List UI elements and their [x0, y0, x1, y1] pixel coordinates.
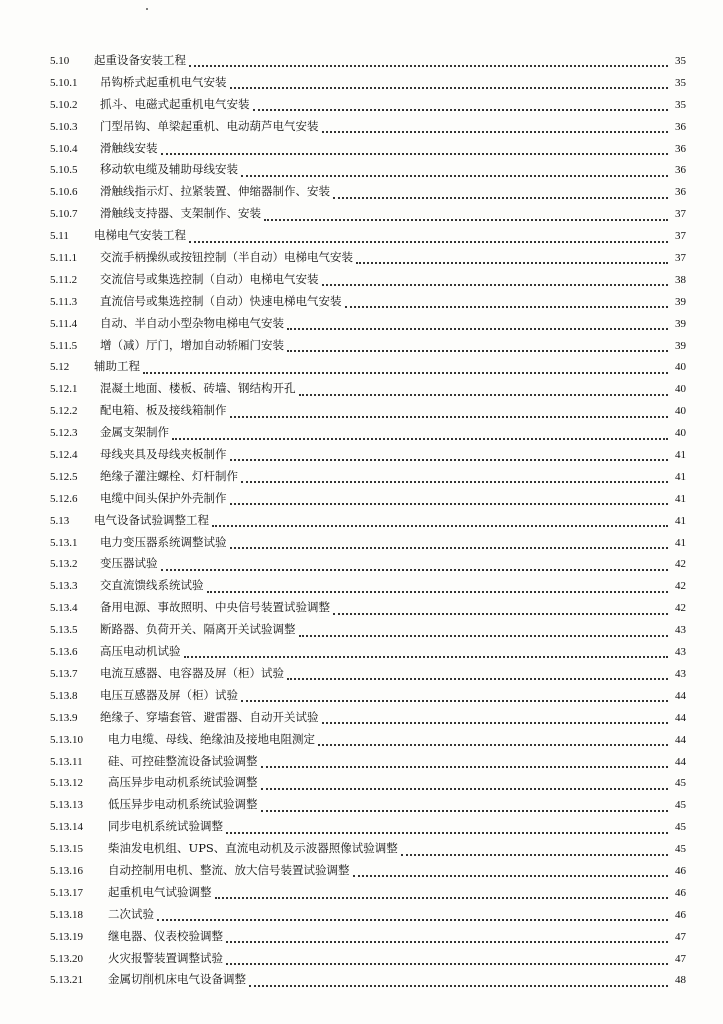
- toc-entry-number: 5.10.3: [50, 120, 78, 133]
- toc-entry-page: 36: [675, 142, 686, 155]
- dot-leader: [241, 699, 668, 702]
- toc-entry: [50, 96, 686, 118]
- dot-leader: [333, 196, 668, 199]
- toc-entry-title: 交流信号或集选控制（自动）电梯电气安装: [100, 271, 319, 286]
- toc-entry-number: 5.13.3: [50, 580, 78, 593]
- toc-entry-title: 柴油发电机组、UPS、直流电动机及示波器照像试验调整: [108, 841, 398, 856]
- dot-leader: [230, 546, 669, 549]
- toc-entry-number: 5.13.9: [50, 711, 78, 724]
- dot-leader: [287, 677, 668, 680]
- toc-entry: [50, 337, 686, 359]
- toc-entry-number: 5.13.21: [50, 974, 83, 987]
- dot-leader: [230, 458, 669, 461]
- toc-entry: [50, 687, 686, 709]
- toc-entry-title: 金属切削机床电气设备调整: [108, 972, 246, 987]
- dot-leader: [230, 415, 669, 418]
- toc-entry: [50, 380, 686, 402]
- dot-leader: [157, 918, 668, 921]
- toc-entry-number: 5.13.8: [50, 689, 78, 702]
- toc-entry-number: 5.13.14: [50, 821, 83, 834]
- toc-entry: [50, 358, 686, 380]
- toc-entry-number: 5.12.5: [50, 470, 78, 483]
- toc-entry: [50, 140, 686, 162]
- toc-entry-number: 5.13.5: [50, 624, 78, 637]
- toc-entry: [50, 424, 686, 446]
- toc-entry-page: 41: [675, 492, 686, 505]
- dot-leader: [322, 130, 669, 133]
- toc-entry-title: 继电器、仪表校验调整: [108, 928, 223, 943]
- toc-entry: [50, 818, 686, 840]
- toc-entry: [50, 249, 686, 271]
- toc-entry-number: 5.12.3: [50, 427, 78, 440]
- toc-entry-title: 二次试验: [108, 906, 154, 921]
- toc-entry-number: 5.13.20: [50, 952, 83, 965]
- dot-leader: [184, 655, 669, 658]
- toc-entry: [50, 971, 686, 993]
- toc-entry: [50, 774, 686, 796]
- toc-entry-title: 电梯电气安装工程: [94, 228, 186, 243]
- toc-entry-page: 42: [675, 558, 686, 571]
- toc-entry-title: 备用电源、事故照明、中央信号装置试验调整: [100, 600, 330, 615]
- toc-entry-title: 低压异步电动机系统试验调整: [108, 797, 258, 812]
- toc-entry-page: 40: [675, 427, 686, 440]
- dot-leader: [333, 612, 668, 615]
- toc-entry-title: 绝缘子灌注螺栓、灯杆制作: [100, 468, 238, 483]
- dot-leader: [207, 590, 669, 593]
- toc-entry: [50, 643, 686, 665]
- toc-entry-title: 门型吊钩、单梁起重机、电动葫芦电气安装: [100, 118, 319, 133]
- toc-entry-number: 5.13.13: [50, 799, 83, 812]
- scan-speck: [146, 8, 148, 10]
- toc-entry: [50, 621, 686, 643]
- toc-entry: [50, 709, 686, 731]
- toc-entry-title: 硅、可控硅整流设备试验调整: [108, 753, 258, 768]
- toc-entry: [50, 906, 686, 928]
- toc-entry-page: 37: [675, 252, 686, 265]
- toc-entry: [50, 840, 686, 862]
- dot-leader: [230, 86, 669, 89]
- toc-entry: [50, 731, 686, 753]
- toc-entry: [50, 227, 686, 249]
- toc-entry-number: 5.12: [50, 361, 70, 374]
- toc-entry: [50, 52, 686, 74]
- dot-leader: [261, 809, 669, 812]
- toc-entry-page: 46: [675, 908, 686, 921]
- dot-leader: [161, 152, 669, 155]
- toc-entry: [50, 161, 686, 183]
- toc-entry-page: 35: [675, 98, 686, 111]
- dot-leader: [143, 371, 668, 374]
- dot-leader: [264, 218, 668, 221]
- toc-entry-page: 43: [675, 624, 686, 637]
- toc-entry-page: 39: [675, 317, 686, 330]
- toc-entry-title: 火灾报警装置调整试验: [108, 950, 223, 965]
- dot-leader: [401, 853, 668, 856]
- toc-entry-page: 45: [675, 777, 686, 790]
- toc-entry-page: 35: [675, 76, 686, 89]
- toc-entry-page: 39: [675, 339, 686, 352]
- dot-leader: [230, 502, 669, 505]
- toc-entry-title: 高压异步电动机系统试验调整: [108, 775, 258, 790]
- toc-entry: [50, 796, 686, 818]
- toc-entry-page: 45: [675, 799, 686, 812]
- dot-leader: [322, 283, 669, 286]
- toc-entry-page: 45: [675, 843, 686, 856]
- toc-entry-title: 交流手柄操纵或按钮控制（半自动）电梯电气安装: [100, 250, 353, 265]
- toc-entry-title: 起重设备安装工程: [94, 53, 186, 67]
- dot-leader: [226, 940, 668, 943]
- toc-entry-page: 47: [675, 952, 686, 965]
- dot-leader: [212, 524, 668, 527]
- toc-entry: [50, 665, 686, 687]
- toc-entry: [50, 577, 686, 599]
- dot-leader: [249, 984, 668, 987]
- toc-entry: [50, 928, 686, 950]
- toc-entry-title: 滑触线支持器、支架制作、安装: [100, 206, 261, 221]
- dot-leader: [172, 437, 668, 440]
- toc-entry: [50, 884, 686, 906]
- toc-entry-number: 5.11.5: [50, 339, 78, 352]
- toc-entry: [50, 512, 686, 534]
- toc-entry-number: 5.13.1: [50, 536, 78, 549]
- toc-entry-number: 5.13.15: [50, 843, 83, 856]
- toc-entry-title: 混凝土地面、楼板、砖墙、钢结构开孔: [100, 381, 296, 396]
- toc-entry-page: 46: [675, 886, 686, 899]
- dot-leader: [253, 108, 669, 111]
- dot-leader: [241, 174, 668, 177]
- toc-entry-number: 5.13.18: [50, 908, 83, 921]
- toc-entry: [50, 402, 686, 424]
- toc-entry: [50, 271, 686, 293]
- toc-entry-page: 37: [675, 230, 686, 243]
- toc-entry-number: 5.12.4: [50, 449, 78, 462]
- toc-entry: [50, 74, 686, 96]
- toc-entry-page: 36: [675, 120, 686, 133]
- toc-entry-page: 41: [675, 536, 686, 549]
- dot-leader: [261, 787, 669, 790]
- toc-entry-title: 高压电动机试验: [100, 644, 181, 659]
- dot-leader: [241, 480, 668, 483]
- toc-entry-number: 5.13.16: [50, 864, 83, 877]
- toc-entry-page: 43: [675, 646, 686, 659]
- toc-entry-page: 41: [675, 514, 686, 527]
- dot-leader: [299, 393, 669, 396]
- toc-entry: [50, 534, 686, 556]
- toc-entry-number: 5.12.6: [50, 492, 78, 505]
- toc-entry-title: 移动软电缆及辅助母线安装: [100, 162, 238, 177]
- toc-entry-number: 5.13: [50, 514, 70, 527]
- toc-entry: [50, 446, 686, 468]
- dot-leader: [345, 305, 669, 308]
- toc-entry: [50, 862, 686, 884]
- toc-entry-title: 自动、半自动小型杂物电梯电气安装: [100, 315, 284, 330]
- toc-entry: [50, 315, 686, 337]
- toc-entry-title: 配电箱、板及接线箱制作: [100, 403, 227, 418]
- dot-leader: [161, 568, 669, 571]
- toc-entry-number: 5.13.7: [50, 667, 78, 680]
- dot-leader: [189, 240, 668, 243]
- toc-entry-number: 5.13.4: [50, 602, 78, 615]
- toc-entry-page: 40: [675, 383, 686, 396]
- toc-entry-page: 44: [675, 711, 686, 724]
- toc-entry-number: 5.10.1: [50, 76, 78, 89]
- toc-entry-page: 40: [675, 361, 686, 374]
- toc-entry-title: 辅助工程: [94, 359, 140, 374]
- toc-entry-page: 44: [675, 733, 686, 746]
- toc-entry: [50, 490, 686, 512]
- toc-entry-number: 5.10: [50, 55, 70, 67]
- toc-entry-page: 35: [675, 55, 686, 67]
- toc-entry-page: 37: [675, 208, 686, 221]
- toc-entry-page: 39: [675, 295, 686, 308]
- toc-entry: [50, 555, 686, 577]
- toc-entry-number: 5.13.11: [50, 755, 83, 768]
- toc-entry-title: 断路器、负荷开关、隔离开关试验调整: [100, 622, 296, 637]
- toc-entry-title: 起重机电气试验调整: [108, 884, 212, 899]
- toc-entry: [50, 118, 686, 140]
- toc-entry-page: 44: [675, 755, 686, 768]
- toc-entry-number: 5.13.6: [50, 646, 78, 659]
- toc-entry: [50, 753, 686, 775]
- toc-entry-title: 吊钩桥式起重机电气安装: [100, 74, 227, 89]
- toc-entry-title: 自动控制用电机、整流、放大信号装置试验调整: [108, 862, 350, 877]
- dot-leader: [287, 349, 668, 352]
- toc-entry-title: 电力电缆、母线、绝缘油及接地电阻测定: [108, 731, 315, 746]
- toc-entry-number: 5.12.2: [50, 405, 78, 418]
- toc-entry-number: 5.13.10: [50, 733, 83, 746]
- toc-entry-title: 金属支架制作: [100, 425, 169, 440]
- toc-entry-title: 滑触线指示灯、拉紧装置、伸缩器制作、安装: [100, 184, 330, 199]
- toc-entry-title: 电力变压器系统调整试验: [100, 534, 227, 549]
- toc-entry-title: 母线夹具及母线夹板制作: [100, 447, 227, 462]
- toc-entry-title: 抓斗、电磁式起重机电气安装: [100, 96, 250, 111]
- toc-entry: [50, 293, 686, 315]
- toc-entry-page: 46: [675, 864, 686, 877]
- toc-entry-page: 36: [675, 186, 686, 199]
- toc-entry: [50, 468, 686, 490]
- toc-entry: [50, 950, 686, 972]
- toc-entry-number: 5.10.2: [50, 98, 78, 111]
- toc-entry-title: 电气设备试验调整工程: [94, 512, 209, 527]
- toc-entry-number: 5.10.5: [50, 164, 78, 177]
- dot-leader: [353, 874, 669, 877]
- toc-entry-page: 45: [675, 821, 686, 834]
- toc-entry-page: 44: [675, 689, 686, 702]
- toc-entry-title: 增（减）厅门，增加自动轿厢门安装: [100, 337, 284, 352]
- toc-entry-page: 36: [675, 164, 686, 177]
- toc-entry-page: 41: [675, 470, 686, 483]
- toc-entry-page: 43: [675, 667, 686, 680]
- toc-entry-title: 电压互感器及屏（柜）试验: [100, 687, 238, 702]
- toc-entry-page: 47: [675, 930, 686, 943]
- toc-entry-page: 41: [675, 449, 686, 462]
- dot-leader: [261, 765, 669, 768]
- dot-leader: [226, 831, 668, 834]
- toc-entry-title: 滑触线安装: [100, 140, 158, 155]
- toc-entry-number: 5.11: [50, 230, 69, 243]
- toc-entry-page: 48: [675, 974, 686, 987]
- toc-entry-number: 5.11.3: [50, 295, 78, 308]
- toc-entry-number: 5.13.17: [50, 886, 83, 899]
- toc-entry-number: 5.11.2: [50, 273, 78, 286]
- toc-entry-title: 交直流馈线系统试验: [100, 578, 204, 593]
- toc-entry-number: 5.10.6: [50, 186, 78, 199]
- toc-entry-page: 40: [675, 405, 686, 418]
- toc-entry-number: 5.11.4: [50, 317, 78, 330]
- toc-entry: [50, 205, 686, 227]
- toc-entry-number: 5.12.1: [50, 383, 78, 396]
- toc-entry-page: 42: [675, 602, 686, 615]
- table-of-contents: [50, 52, 686, 993]
- dot-leader: [318, 743, 668, 746]
- toc-entry-title: 同步电机系统试验调整: [108, 819, 223, 834]
- toc-entry-number: 5.13.19: [50, 930, 83, 943]
- toc-entry-number: 5.10.4: [50, 142, 78, 155]
- toc-entry-title: 变压器试验: [100, 556, 158, 571]
- dot-leader: [287, 327, 668, 330]
- toc-entry-title: 电缆中间头保护外壳制作: [100, 490, 227, 505]
- toc-entry-number: 5.13.12: [50, 777, 83, 790]
- dot-leader: [226, 962, 668, 965]
- toc-entry: [50, 599, 686, 621]
- toc-entry-number: 5.11.1: [50, 252, 78, 265]
- dot-leader: [322, 721, 669, 724]
- toc-entry-page: 42: [675, 580, 686, 593]
- toc-entry-title: 绝缘子、穿墙套管、避雷器、自动开关试验: [100, 709, 319, 724]
- toc-entry-title: 电流互感器、电容器及屏（柜）试验: [100, 665, 284, 680]
- dot-leader: [189, 64, 668, 67]
- toc-entry-number: 5.13.2: [50, 558, 78, 571]
- dot-leader: [299, 634, 669, 637]
- dot-leader: [215, 896, 669, 899]
- dot-leader: [356, 261, 668, 264]
- toc-entry-page: 38: [675, 273, 686, 286]
- toc-entry-number: 5.10.7: [50, 208, 78, 221]
- toc-entry-title: 直流信号或集选控制（自动）快速电梯电气安装: [100, 293, 342, 308]
- toc-entry: [50, 183, 686, 205]
